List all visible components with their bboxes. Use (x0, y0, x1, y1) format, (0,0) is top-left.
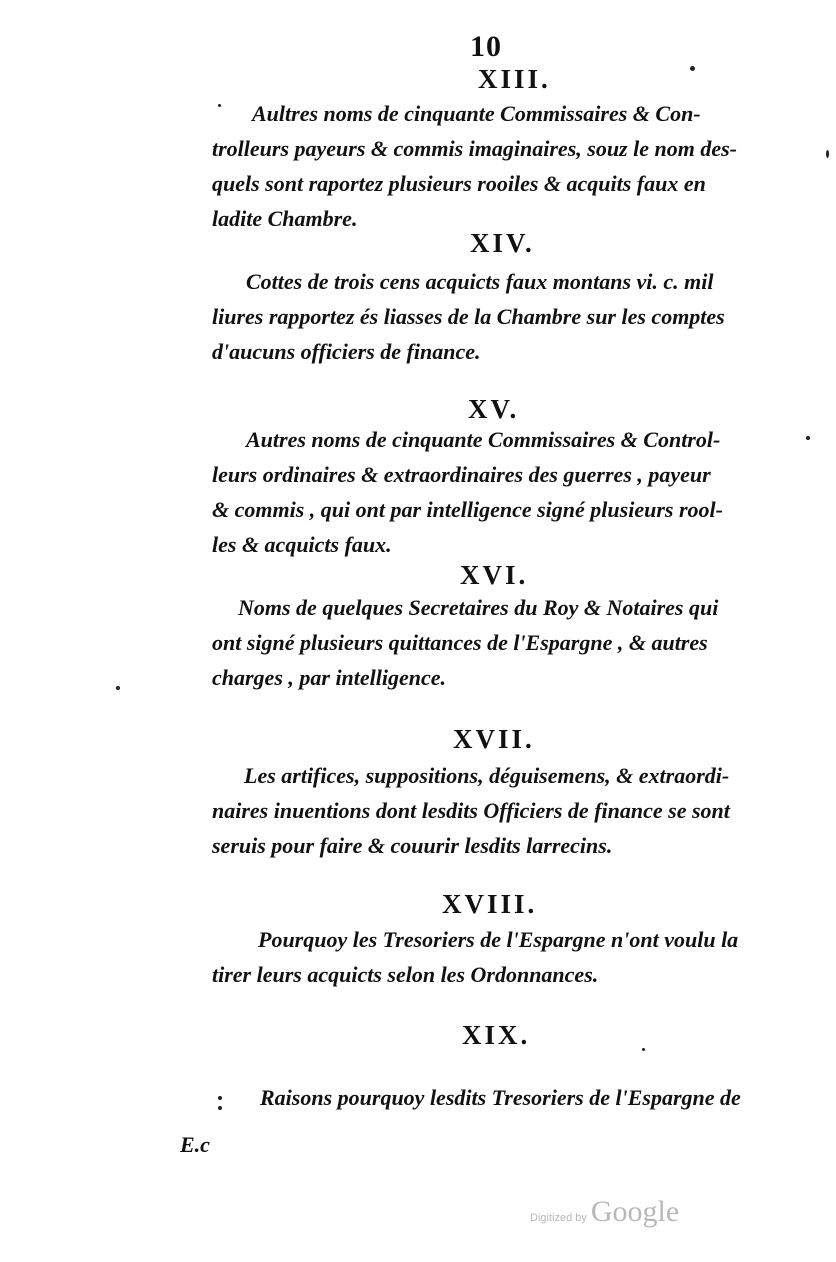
text-line: charges , par intelligence. (212, 665, 447, 690)
section-heading-xviii: XVIII. (442, 889, 538, 919)
ink-speck (218, 1106, 222, 1110)
text-line: naires inuentions dont lesdits Officiers de finance se sont (212, 798, 730, 823)
google-logo: Google (590, 1195, 680, 1228)
digitized-by-google-watermark (530, 1195, 679, 1229)
text-line: leurs ordinaires & extraordinaires des guerres , payeur (212, 462, 711, 487)
text-line: Noms de quelques Secretaires du Roy & Notaires qui (238, 595, 719, 620)
text-line: Les artifices, suppositions, déguisemens, & extraordi- (244, 763, 730, 788)
catchword: E.c (180, 1132, 210, 1157)
text-line: Aultres noms de cinquante Commissaires & Con- (252, 101, 701, 126)
text-line: trolleurs payeurs & commis imaginaires, souz le nom des- (212, 136, 737, 161)
section-text-xix (212, 1080, 792, 1115)
text-line: ladite Chambre. (212, 206, 358, 231)
section-text-xvii (212, 758, 792, 863)
text-line: tirer leurs acquicts selon les Ordonnances. (212, 962, 599, 987)
section-text-xvi (212, 590, 792, 695)
section-text-xiv (212, 264, 792, 369)
section-text-xiii (212, 96, 792, 236)
section-heading-xvii: XVII. (453, 724, 535, 754)
watermark-prefix: Digitized by (530, 1212, 587, 1224)
ink-speck (642, 1048, 645, 1051)
text-line: Autres noms de cinquante Commissaires & Control- (246, 427, 721, 452)
section-heading-xv: XV. (468, 394, 520, 424)
ink-speck (690, 66, 695, 71)
section-heading-xvi: XVI. (460, 560, 529, 590)
section-heading-xiii: XIII. (478, 64, 551, 94)
page-number: 10 (470, 30, 502, 63)
section-heading-xiv: XIV. (470, 228, 535, 258)
text-line: quels sont raportez plusieurs rooiles & acquits faux en (212, 171, 706, 196)
ink-speck (116, 686, 120, 690)
section-text-xviii (212, 922, 792, 992)
section-text-xv (212, 422, 792, 562)
text-line: Raisons pourquoy lesdits Tresoriers de l'Espargne de (260, 1085, 741, 1110)
ink-speck (826, 150, 829, 158)
text-line: ont signé plusieurs quittances de l'Espargne , & autres (212, 630, 708, 655)
text-line: seruis pour faire & couurir lesdits larrecins. (212, 833, 613, 858)
ink-speck (218, 104, 221, 107)
text-line: Pourquoy les Tresoriers de l'Espargne n'ont voulu la (258, 927, 739, 952)
text-line: liures rapportez és liasses de la Chambre sur les comptes (212, 304, 725, 329)
ink-speck (806, 436, 810, 440)
section-heading-xix: XIX. (462, 1020, 531, 1050)
text-line: les & acquicts faux. (212, 532, 392, 557)
text-line: Cottes de trois cens acquicts faux montans vi. c. mil (246, 269, 714, 294)
text-line: & commis , qui ont par intelligence signé plusieurs rool- (212, 497, 723, 522)
text-line: d'aucuns officiers de finance. (212, 339, 481, 364)
ink-speck (218, 1096, 222, 1100)
